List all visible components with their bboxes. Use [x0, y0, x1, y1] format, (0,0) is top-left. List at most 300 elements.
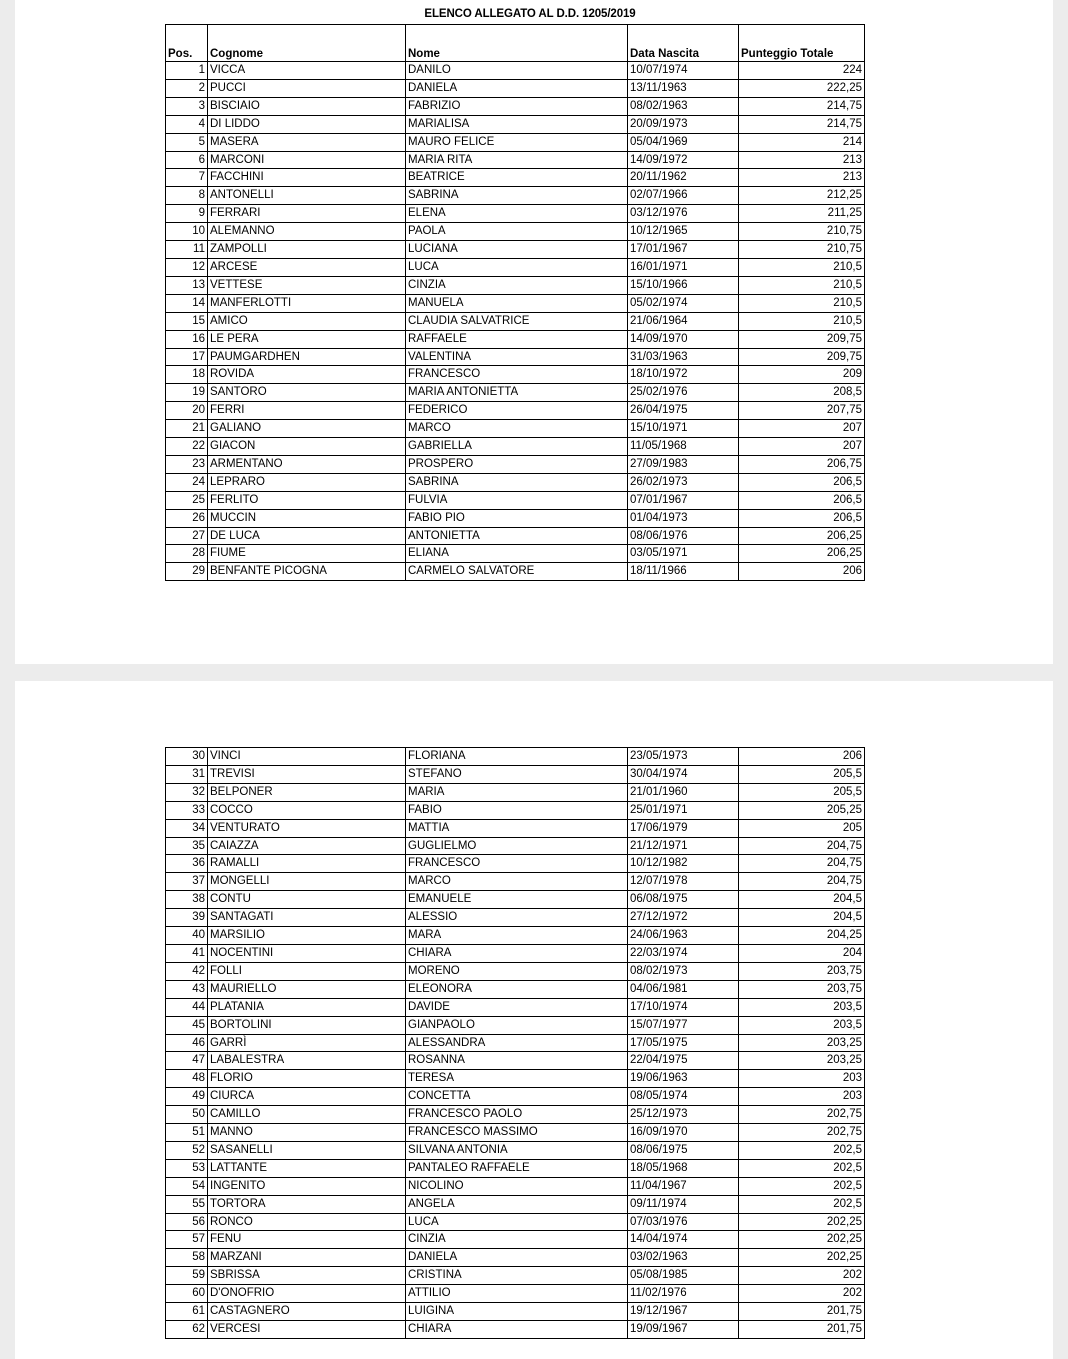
cell-punteggio: 203,25 [739, 1052, 865, 1070]
cell-punteggio: 203,75 [739, 962, 865, 980]
cell-nome: BEATRICE [406, 169, 628, 187]
cell-pos: 42 [166, 962, 208, 980]
table-row [166, 402, 865, 420]
cell-punteggio: 208,5 [739, 384, 865, 402]
cell-data-nascita: 10/07/1974 [628, 62, 739, 80]
cell-punteggio: 224 [739, 62, 865, 80]
cell-cognome: MUCCIN [208, 509, 406, 527]
cell-data-nascita: 15/10/1971 [628, 420, 739, 438]
cell-cognome: VENTURATO [208, 819, 406, 837]
cell-pos: 36 [166, 855, 208, 873]
cell-cognome: BISCIAIO [208, 97, 406, 115]
table-row [166, 115, 865, 133]
table-row [166, 276, 865, 294]
table-row [166, 473, 865, 491]
cell-data-nascita: 15/10/1966 [628, 276, 739, 294]
cell-punteggio: 203,5 [739, 998, 865, 1016]
cell-cognome: VERCESI [208, 1321, 406, 1339]
cell-pos: 11 [166, 241, 208, 259]
cell-pos: 5 [166, 133, 208, 151]
cell-pos: 47 [166, 1052, 208, 1070]
cell-nome: MARCO [406, 873, 628, 891]
cell-nome: ANTONIETTA [406, 527, 628, 545]
table-row [166, 1070, 865, 1088]
cell-pos: 10 [166, 223, 208, 241]
cell-punteggio: 222,25 [739, 79, 865, 97]
cell-nome: CHIARA [406, 1321, 628, 1339]
cell-nome: ROSANNA [406, 1052, 628, 1070]
cell-pos: 49 [166, 1088, 208, 1106]
table-row [166, 79, 865, 97]
cell-nome: NICOLINO [406, 1177, 628, 1195]
cell-nome: EMANUELE [406, 891, 628, 909]
cell-nome: CHIARA [406, 944, 628, 962]
document-page-2 [15, 681, 1053, 1359]
table-row [166, 819, 865, 837]
cell-cognome: MARSILIO [208, 927, 406, 945]
cell-cognome: SANTAGATI [208, 909, 406, 927]
cell-nome: LUCIANA [406, 241, 628, 259]
cell-pos: 34 [166, 819, 208, 837]
cell-punteggio: 204,75 [739, 855, 865, 873]
cell-pos: 45 [166, 1016, 208, 1034]
cell-cognome: FERRI [208, 402, 406, 420]
cell-cognome: COCCO [208, 801, 406, 819]
cell-punteggio: 202,25 [739, 1249, 865, 1267]
cell-pos: 61 [166, 1303, 208, 1321]
table-row [166, 133, 865, 151]
header-pos: Pos. [166, 25, 208, 62]
cell-punteggio: 202 [739, 1285, 865, 1303]
cell-cognome: FERLITO [208, 491, 406, 509]
cell-cognome: LATTANTE [208, 1159, 406, 1177]
cell-cognome: CAIAZZA [208, 837, 406, 855]
cell-nome: FRANCESCO MASSIMO [406, 1124, 628, 1142]
cell-punteggio: 202,5 [739, 1177, 865, 1195]
cell-data-nascita: 27/12/1972 [628, 909, 739, 927]
cell-pos: 44 [166, 998, 208, 1016]
cell-data-nascita: 19/09/1967 [628, 1321, 739, 1339]
cell-punteggio: 202,25 [739, 1231, 865, 1249]
cell-data-nascita: 17/05/1975 [628, 1034, 739, 1052]
cell-data-nascita: 03/02/1963 [628, 1249, 739, 1267]
table-row [166, 1303, 865, 1321]
cell-data-nascita: 11/04/1967 [628, 1177, 739, 1195]
table-row [166, 1034, 865, 1052]
cell-nome: GABRIELLA [406, 438, 628, 456]
cell-nome: MAURO FELICE [406, 133, 628, 151]
cell-pos: 29 [166, 563, 208, 581]
cell-data-nascita: 21/06/1964 [628, 312, 739, 330]
cell-punteggio: 205,5 [739, 783, 865, 801]
table-row [166, 1016, 865, 1034]
cell-punteggio: 205 [739, 819, 865, 837]
table-row [166, 384, 865, 402]
cell-nome: SABRINA [406, 187, 628, 205]
cell-nome: CINZIA [406, 276, 628, 294]
table-row [166, 563, 865, 581]
table-row [166, 241, 865, 259]
table-row [166, 944, 865, 962]
table-row [166, 294, 865, 312]
cell-data-nascita: 02/07/1966 [628, 187, 739, 205]
cell-pos: 40 [166, 927, 208, 945]
cell-pos: 38 [166, 891, 208, 909]
cell-pos: 7 [166, 169, 208, 187]
cell-cognome: CONTU [208, 891, 406, 909]
cell-data-nascita: 26/02/1973 [628, 473, 739, 491]
table-row [166, 491, 865, 509]
table-body-page-2 [166, 748, 865, 1339]
cell-cognome: GALIANO [208, 420, 406, 438]
cell-punteggio: 210,75 [739, 223, 865, 241]
cell-cognome: ALEMANNO [208, 223, 406, 241]
table-row [166, 1249, 865, 1267]
cell-cognome: D'ONOFRIO [208, 1285, 406, 1303]
table-row [166, 873, 865, 891]
table-row [166, 205, 865, 223]
cell-punteggio: 204 [739, 944, 865, 962]
cell-cognome: LABALESTRA [208, 1052, 406, 1070]
cell-pos: 12 [166, 258, 208, 276]
cell-cognome: ZAMPOLLI [208, 241, 406, 259]
cell-pos: 41 [166, 944, 208, 962]
cell-punteggio: 204,5 [739, 909, 865, 927]
cell-punteggio: 202,75 [739, 1124, 865, 1142]
cell-punteggio: 210,5 [739, 276, 865, 294]
cell-data-nascita: 18/10/1972 [628, 366, 739, 384]
cell-punteggio: 206,25 [739, 545, 865, 563]
cell-data-nascita: 17/10/1974 [628, 998, 739, 1016]
cell-cognome: SANTORO [208, 384, 406, 402]
cell-pos: 50 [166, 1106, 208, 1124]
cell-nome: MARA [406, 927, 628, 945]
table-row [166, 527, 865, 545]
cell-nome: FRANCESCO [406, 855, 628, 873]
table-row [166, 748, 865, 766]
cell-data-nascita: 19/12/1967 [628, 1303, 739, 1321]
cell-nome: ATTILIO [406, 1285, 628, 1303]
cell-cognome: FERRARI [208, 205, 406, 223]
cell-data-nascita: 31/03/1963 [628, 348, 739, 366]
cell-pos: 14 [166, 294, 208, 312]
cell-nome: MARIA ANTONIETTA [406, 384, 628, 402]
table-row [166, 223, 865, 241]
cell-nome: FLORIANA [406, 748, 628, 766]
cell-pos: 20 [166, 402, 208, 420]
cell-data-nascita: 14/09/1972 [628, 151, 739, 169]
cell-punteggio: 206,5 [739, 509, 865, 527]
table-row [166, 348, 865, 366]
cell-cognome: TREVISI [208, 765, 406, 783]
cell-data-nascita: 12/07/1978 [628, 873, 739, 891]
cell-nome: TERESA [406, 1070, 628, 1088]
cell-pos: 59 [166, 1267, 208, 1285]
cell-punteggio: 203,25 [739, 1034, 865, 1052]
cell-data-nascita: 18/05/1968 [628, 1159, 739, 1177]
table-row [166, 366, 865, 384]
table-row [166, 187, 865, 205]
cell-punteggio: 214,75 [739, 115, 865, 133]
cell-data-nascita: 23/05/1973 [628, 748, 739, 766]
document-page-1 [15, 0, 1053, 664]
cell-punteggio: 203 [739, 1070, 865, 1088]
cell-pos: 18 [166, 366, 208, 384]
cell-pos: 9 [166, 205, 208, 223]
cell-nome: PAOLA [406, 223, 628, 241]
cell-data-nascita: 14/09/1970 [628, 330, 739, 348]
cell-data-nascita: 25/12/1973 [628, 1106, 739, 1124]
cell-data-nascita: 21/01/1960 [628, 783, 739, 801]
cell-punteggio: 213 [739, 169, 865, 187]
cell-cognome: BELPONER [208, 783, 406, 801]
cell-data-nascita: 24/06/1963 [628, 927, 739, 945]
cell-nome: MANUELA [406, 294, 628, 312]
cell-pos: 54 [166, 1177, 208, 1195]
cell-data-nascita: 10/12/1965 [628, 223, 739, 241]
cell-cognome: VICCA [208, 62, 406, 80]
cell-nome: MATTIA [406, 819, 628, 837]
cell-nome: SILVANA ANTONIA [406, 1141, 628, 1159]
table-row [166, 962, 865, 980]
cell-nome: MARIA RITA [406, 151, 628, 169]
cell-punteggio: 210,5 [739, 312, 865, 330]
cell-data-nascita: 17/06/1979 [628, 819, 739, 837]
cell-data-nascita: 20/09/1973 [628, 115, 739, 133]
cell-nome: FABRIZIO [406, 97, 628, 115]
cell-cognome: ROVIDA [208, 366, 406, 384]
cell-punteggio: 210,5 [739, 294, 865, 312]
cell-punteggio: 213 [739, 151, 865, 169]
cell-punteggio: 204,5 [739, 891, 865, 909]
cell-cognome: MASERA [208, 133, 406, 151]
cell-cognome: TORTORA [208, 1195, 406, 1213]
cell-punteggio: 211,25 [739, 205, 865, 223]
cell-cognome: BENFANTE PICOGNA [208, 563, 406, 581]
cell-cognome: BORTOLINI [208, 1016, 406, 1034]
cell-cognome: VINCI [208, 748, 406, 766]
cell-nome: MORENO [406, 962, 628, 980]
cell-data-nascita: 16/09/1970 [628, 1124, 739, 1142]
cell-nome: FABIO PIO [406, 509, 628, 527]
cell-cognome: GIACON [208, 438, 406, 456]
table-row [166, 980, 865, 998]
table-row [166, 783, 865, 801]
cell-data-nascita: 05/08/1985 [628, 1267, 739, 1285]
cell-cognome: FACCHINI [208, 169, 406, 187]
table-row [166, 1267, 865, 1285]
cell-data-nascita: 08/02/1973 [628, 962, 739, 980]
cell-pos: 17 [166, 348, 208, 366]
table-row [166, 891, 865, 909]
table-row [166, 1052, 865, 1070]
cell-data-nascita: 09/11/1974 [628, 1195, 739, 1213]
table-row [166, 330, 865, 348]
cell-pos: 48 [166, 1070, 208, 1088]
cell-punteggio: 210,75 [739, 241, 865, 259]
cell-punteggio: 205,5 [739, 765, 865, 783]
cell-punteggio: 206,75 [739, 455, 865, 473]
cell-nome: CINZIA [406, 1231, 628, 1249]
cell-cognome: ANTONELLI [208, 187, 406, 205]
cell-cognome: GARRÌ [208, 1034, 406, 1052]
cell-nome: RAFFAELE [406, 330, 628, 348]
table-row [166, 855, 865, 873]
cell-pos: 30 [166, 748, 208, 766]
cell-punteggio: 207,75 [739, 402, 865, 420]
cell-data-nascita: 26/04/1975 [628, 402, 739, 420]
cell-pos: 39 [166, 909, 208, 927]
table-row [166, 97, 865, 115]
cell-pos: 46 [166, 1034, 208, 1052]
cell-data-nascita: 06/08/1975 [628, 891, 739, 909]
cell-pos: 33 [166, 801, 208, 819]
cell-data-nascita: 08/06/1976 [628, 527, 739, 545]
cell-pos: 51 [166, 1124, 208, 1142]
table-body-page-1 [166, 62, 865, 581]
cell-nome: CONCETTA [406, 1088, 628, 1106]
table-row [166, 545, 865, 563]
cell-nome: PROSPERO [406, 455, 628, 473]
cell-cognome: PLATANIA [208, 998, 406, 1016]
cell-pos: 2 [166, 79, 208, 97]
cell-nome: FABIO [406, 801, 628, 819]
cell-punteggio: 206,25 [739, 527, 865, 545]
cell-cognome: MAURIELLO [208, 980, 406, 998]
table-row [166, 998, 865, 1016]
cell-nome: LUIGINA [406, 1303, 628, 1321]
cell-nome: SABRINA [406, 473, 628, 491]
table-row [166, 420, 865, 438]
cell-cognome: RAMALLI [208, 855, 406, 873]
header-data-nascita: Data Nascita [628, 25, 739, 62]
cell-nome: ELIANA [406, 545, 628, 563]
cell-nome: ELENA [406, 205, 628, 223]
cell-data-nascita: 05/02/1974 [628, 294, 739, 312]
cell-punteggio: 214,75 [739, 97, 865, 115]
cell-pos: 26 [166, 509, 208, 527]
cell-cognome: ARMENTANO [208, 455, 406, 473]
cell-cognome: PAUMGARDHEN [208, 348, 406, 366]
cell-data-nascita: 19/06/1963 [628, 1070, 739, 1088]
cell-pos: 55 [166, 1195, 208, 1213]
cell-pos: 6 [166, 151, 208, 169]
cell-cognome: PUCCI [208, 79, 406, 97]
cell-pos: 37 [166, 873, 208, 891]
table-row [166, 1141, 865, 1159]
cell-data-nascita: 08/02/1963 [628, 97, 739, 115]
cell-punteggio: 204,25 [739, 927, 865, 945]
cell-pos: 13 [166, 276, 208, 294]
table-row [166, 909, 865, 927]
cell-punteggio: 204,75 [739, 837, 865, 855]
cell-pos: 35 [166, 837, 208, 855]
cell-punteggio: 209,75 [739, 330, 865, 348]
cell-nome: FRANCESCO [406, 366, 628, 384]
table-row [166, 1231, 865, 1249]
table-row [166, 801, 865, 819]
cell-data-nascita: 10/12/1982 [628, 855, 739, 873]
cell-pos: 1 [166, 62, 208, 80]
cell-nome: GIANPAOLO [406, 1016, 628, 1034]
table-row [166, 312, 865, 330]
cell-data-nascita: 25/02/1976 [628, 384, 739, 402]
cell-cognome: NOCENTINI [208, 944, 406, 962]
cell-nome: STEFANO [406, 765, 628, 783]
cell-cognome: RONCO [208, 1213, 406, 1231]
cell-cognome: FOLLI [208, 962, 406, 980]
cell-punteggio: 209,75 [739, 348, 865, 366]
cell-nome: MARIALISA [406, 115, 628, 133]
cell-pos: 22 [166, 438, 208, 456]
cell-pos: 25 [166, 491, 208, 509]
table-row [166, 1321, 865, 1339]
cell-nome: DANILO [406, 62, 628, 80]
cell-data-nascita: 11/05/1968 [628, 438, 739, 456]
cell-cognome: CAMILLO [208, 1106, 406, 1124]
cell-punteggio: 206,5 [739, 491, 865, 509]
table-row [166, 1159, 865, 1177]
cell-pos: 31 [166, 765, 208, 783]
cell-nome: DAVIDE [406, 998, 628, 1016]
ranking-table-page-2 [165, 747, 865, 1339]
cell-data-nascita: 07/01/1967 [628, 491, 739, 509]
table-row [166, 1124, 865, 1142]
cell-data-nascita: 15/07/1977 [628, 1016, 739, 1034]
cell-nome: ANGELA [406, 1195, 628, 1213]
cell-cognome: ARCESE [208, 258, 406, 276]
cell-pos: 19 [166, 384, 208, 402]
cell-punteggio: 202,5 [739, 1195, 865, 1213]
table-row [166, 1285, 865, 1303]
cell-punteggio: 202,5 [739, 1159, 865, 1177]
cell-punteggio: 203,5 [739, 1016, 865, 1034]
cell-data-nascita: 17/01/1967 [628, 241, 739, 259]
cell-cognome: MANFERLOTTI [208, 294, 406, 312]
cell-punteggio: 209 [739, 366, 865, 384]
cell-pos: 23 [166, 455, 208, 473]
cell-cognome: SASANELLI [208, 1141, 406, 1159]
cell-nome: FEDERICO [406, 402, 628, 420]
cell-data-nascita: 25/01/1971 [628, 801, 739, 819]
cell-nome: DANIELA [406, 79, 628, 97]
cell-nome: CARMELO SALVATORE [406, 563, 628, 581]
table-row [166, 509, 865, 527]
cell-data-nascita: 08/05/1974 [628, 1088, 739, 1106]
cell-pos: 16 [166, 330, 208, 348]
cell-pos: 27 [166, 527, 208, 545]
cell-punteggio: 202,75 [739, 1106, 865, 1124]
table-row [166, 1088, 865, 1106]
cell-data-nascita: 21/12/1971 [628, 837, 739, 855]
cell-pos: 56 [166, 1213, 208, 1231]
cell-data-nascita: 03/05/1971 [628, 545, 739, 563]
cell-data-nascita: 18/11/1966 [628, 563, 739, 581]
header-nome: Nome [406, 25, 628, 62]
cell-pos: 58 [166, 1249, 208, 1267]
cell-data-nascita: 22/04/1975 [628, 1052, 739, 1070]
cell-data-nascita: 11/02/1976 [628, 1285, 739, 1303]
cell-punteggio: 214 [739, 133, 865, 151]
cell-cognome: MANNO [208, 1124, 406, 1142]
cell-cognome: FIUME [208, 545, 406, 563]
cell-nome: MARCO [406, 420, 628, 438]
cell-nome: ELEONORA [406, 980, 628, 998]
document-title: ELENCO ALLEGATO AL D.D. 1205/2019 [424, 8, 636, 20]
cell-nome: PANTALEO RAFFAELE [406, 1159, 628, 1177]
cell-cognome: FENU [208, 1231, 406, 1249]
table-row [166, 438, 865, 456]
